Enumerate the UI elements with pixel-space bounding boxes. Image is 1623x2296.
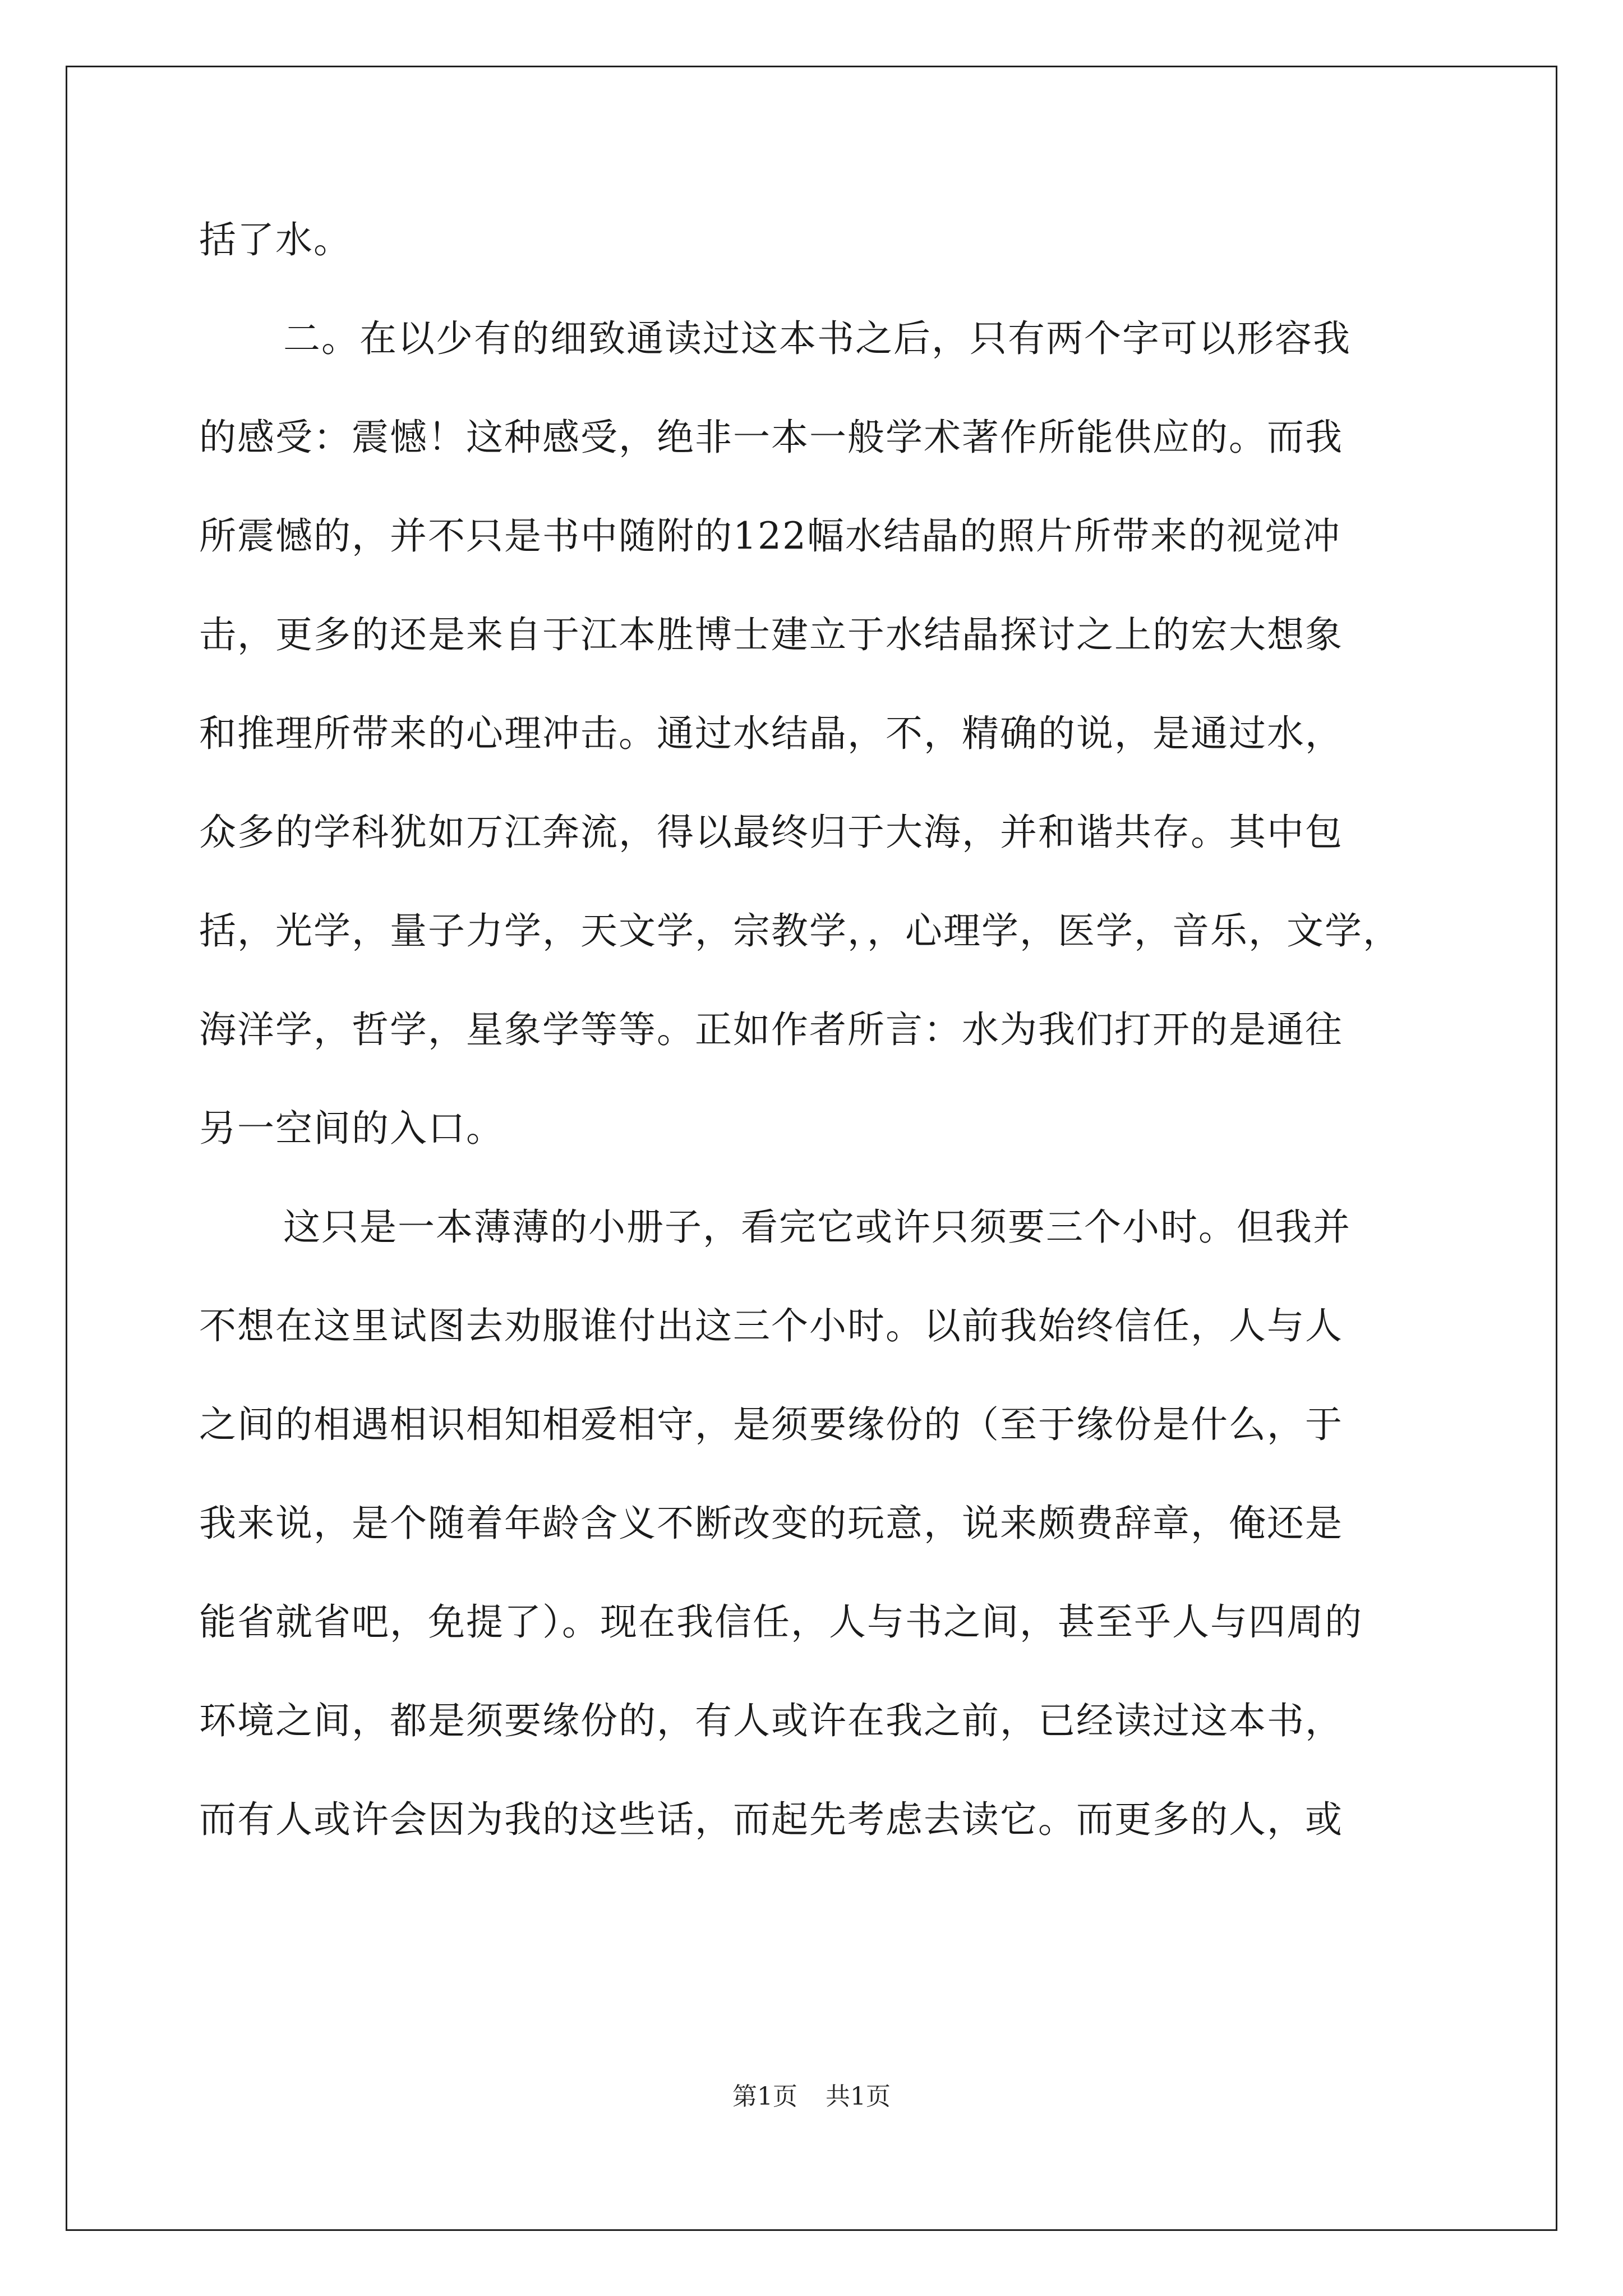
text-line: 括了水。 [199,218,352,261]
text-line: 的感受：震憾！这种感受，绝非一本一般学术著作所能供应的。而我 [199,416,1343,459]
text-line: 括，光学，量子力学，天文学，宗教学，，心理学，医学，音乐，文学， [199,909,1401,953]
paragraph-start-line: 这只是一本薄薄的小册子，看完它或许只须要三个小时。但我并 [283,1205,1351,1249]
page-number: 第1页 [732,2082,797,2111]
text-line: 海洋学，哲学，星象学等等。正如作者所言：水为我们打开的是通往 [199,1008,1343,1051]
text-line: 不想在这里试图去劝服谁付出这三个小时。以前我始终信任，人与人 [199,1304,1343,1347]
text-line: 之间的相遇相识相知相爱相守，是须要缘份的（至于缘份是什么，于 [199,1403,1343,1446]
page-total: 共1页 [826,2082,891,2111]
text-line: 和推理所带来的心理冲击。通过水结晶，不，精确的说，是通过水， [199,712,1343,755]
text-line: 能省就省吧，免提了）。现在我信任，人与书之间，甚至乎人与四周的 [199,1600,1363,1644]
text-line: 我来说，是个随着年龄含义不断改变的玩意，说来颇费辞章，俺还是 [199,1502,1343,1545]
document-body [199,191,1427,1869]
text-line: 另一空间的入口。 [199,1107,504,1150]
paragraph-start-line: 二。在以少有的细致通读过这本书之后，只有两个字可以形容我 [283,317,1351,360]
text-line: 众多的学科犹如万江奔流，得以最终归于大海，并和谐共存。其中包 [199,811,1343,854]
text-line: 而有人或许会因为我的这些话，而起先考虑去读它。而更多的人，或 [199,1798,1343,1841]
text-line: 环境之间，都是须要缘份的，有人或许在我之前，已经读过这本书， [199,1699,1343,1742]
text-line: 所震憾的，并不只是书中随附的122幅水结晶的照片所带来的视觉冲 [199,514,1341,558]
page-footer [0,2080,1623,2114]
text-line: 击，更多的还是来自于江本胜博士建立于水结晶探讨之上的宏大想象 [199,613,1343,656]
